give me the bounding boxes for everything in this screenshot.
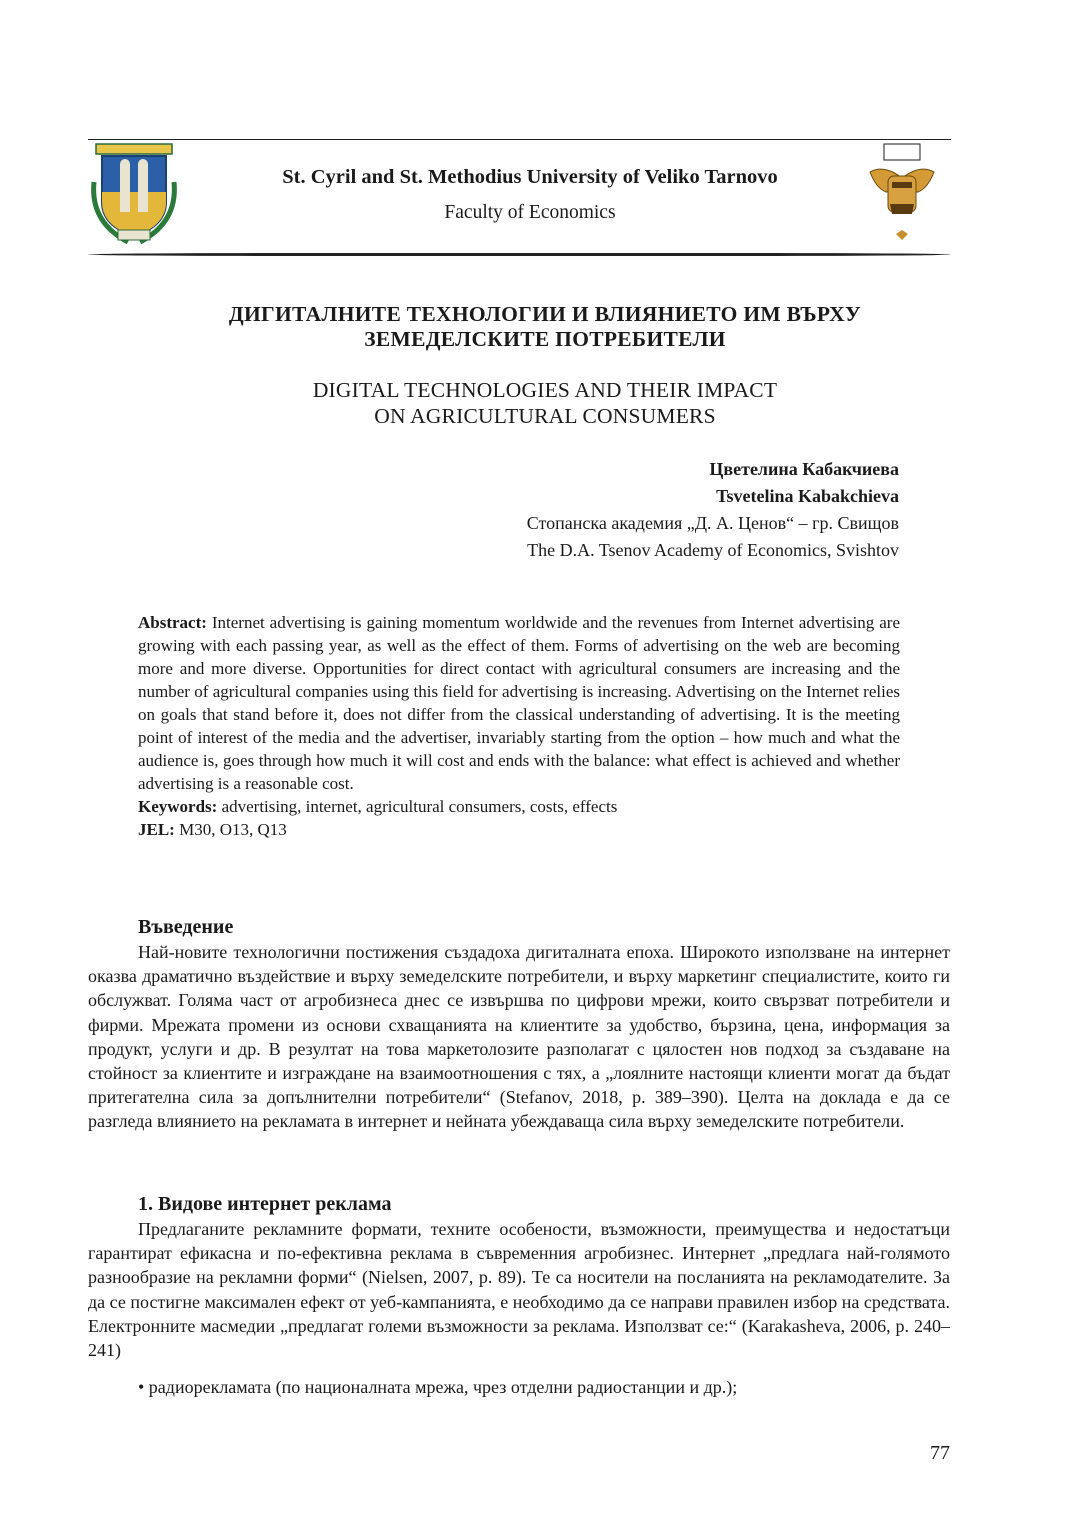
university-name: St. Cyril and St. Methodius University of Veliko Tarnovo: [282, 166, 778, 188]
section-1-text: Предлаганите рекламните формати, техните особености, възможности, преимущества и недостатъци гарантират ефикасна и по-ефективна реклама в съвременния агробизнес. Интернет „предлага най-голямото разнообразие на рекламни форми“ (Nielsen, 2007, p. 89). Те са носители на посланията на рекламодателите. За да се постигне максимален ефект от уеб-кампанията, е необходимо да се направи правилен избор на средствата. Електронните масмедии „предлагат големи възможности за реклама. Използват се:“ (Karakasheva, 2006, p. 240–241): [88, 1219, 950, 1361]
faculty-name: Faculty of Economics: [444, 202, 616, 223]
university-crest-icon: [88, 142, 180, 246]
page-number: 77: [930, 1442, 950, 1464]
author-name-bg: Цветелина Кабакчиева: [709, 459, 899, 479]
author-affiliation-bg: Стопанска академия „Д. А. Ценов“ – гр. Свищов: [526, 513, 899, 533]
author-affiliation-en: The D.A. Tsenov Academy of Economics, Svishtov: [527, 540, 899, 560]
section-1-heading: 1. Видове интернет реклама: [138, 1193, 392, 1215]
introduction-text: Най-новите технологични постижения създадоха дигиталната епоха. Широкото използване на интернет оказва драматично въздействие и върху земеделските потребители, и върху маркетинг специалистите, които ги обслужват. Голяма част от агробизнеса днес се извършва по цифрови мрежи, които свързват потребители и фирми. Мрежата промени из основи схващанията на клиентите за удобство, бързина, цена, информация за продукт, услуги и др. В резултат на това маркетолозите разполагат с цялостен нов подход за създаване на стойност за клиентите и изграждане на взаимоотношения с тях, а „лоялните настоящи клиенти могат да бъдат притегателна сила за допълнителни потребители“ (Stefanov, 2018, p. 389–390). Целта на доклада е да се разгледа влиянието на рекламата в интернет и нейната убеждаваща сила върху земеделските потребители.: [88, 942, 950, 1132]
introduction-heading: Въведение: [138, 916, 234, 938]
header-bottom-rule: [88, 253, 951, 256]
author-block: [527, 456, 899, 564]
keywords-text: advertising, internet, agricultural consumers, costs, effects: [221, 797, 618, 816]
jel-line: [138, 818, 900, 841]
header-top-rule: [88, 139, 951, 140]
jel-label: JEL:: [138, 820, 175, 839]
abstract-text: Internet advertising is gaining momentum worldwide and the revenues from Internet advertising are growing with each passing year, as well as the effect of them. Forms of advertising on the web are becoming more and more diverse. Opportunities for direct contact with agricultural consumers are increasing and the number of agricultural companies using this field for advertising is increasing. Advertising on the Internet relies on goals that stand before it, does not differ from the classical understanding of advertising. It is the meeting point of interest of the media and the advertiser, invariably starting from the option – how much and what the audience is, goes through how much it will cost and ends with the balance: what effect is achieved and whether advertising is a reasonable cost.: [138, 613, 901, 793]
title-bulgarian: [120, 302, 970, 352]
keywords-label: Keywords:: [138, 797, 218, 816]
introduction-section: [88, 915, 950, 1134]
title-bg-line-1: ДИГИТАЛНИТЕ ТЕХНОЛОГИИ И ВЛИЯНИЕТО ИМ ВЪРХУ: [228, 302, 862, 326]
abstract-paragraph: [138, 611, 900, 795]
title-en-line-1: DIGITAL TECHNOLOGIES AND THEIR IMPACT: [312, 378, 778, 402]
author-name-en: Tsvetelina Kabakchieva: [716, 486, 899, 506]
title-en-line-2: ON AGRICULTURAL CONSUMERS: [374, 404, 716, 428]
abstract-label: Abstract:: [138, 613, 207, 632]
faculty-emblem-icon: [866, 142, 938, 248]
title-bg-line-2: ЗЕМЕДЕЛСКИТЕ ПОТРЕБИТЕЛИ: [364, 327, 726, 351]
abstract-block: [138, 611, 900, 841]
section-1: [88, 1192, 950, 1362]
jel-text: M30, O13, Q13: [179, 820, 287, 839]
title-english: [120, 377, 970, 429]
bullet-item: • радиорекламата (по националната мрежа, чрез отделни радиостанции и др.);: [138, 1377, 738, 1397]
keywords-line: [138, 795, 900, 818]
